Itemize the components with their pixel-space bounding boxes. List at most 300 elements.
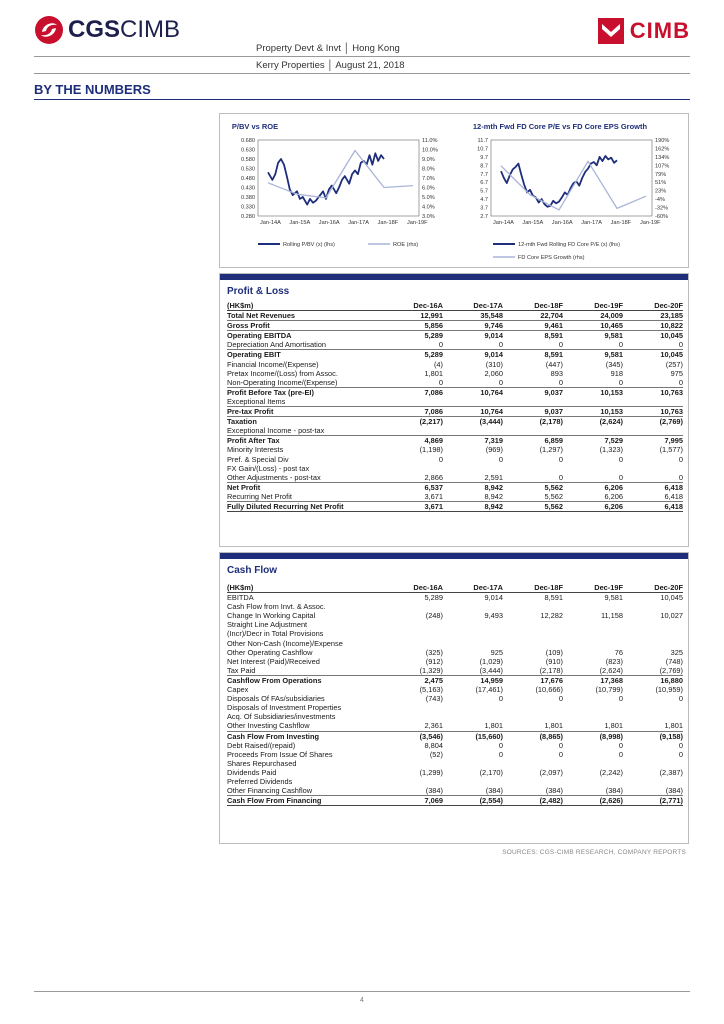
row-value: [443, 777, 503, 786]
table-row: [227, 694, 683, 703]
row-value: 10,822: [623, 321, 683, 331]
header-company-date: Kerry Properties │ August 21, 2018: [256, 60, 405, 71]
table-row: [227, 777, 683, 786]
row-value: 9,037: [503, 387, 563, 397]
row-value: 8,591: [503, 350, 563, 360]
row-label: (Incr)/Decr in Total Provisions: [227, 629, 324, 639]
row-value: 10,045: [660, 593, 683, 603]
row-label: Dividends Paid: [227, 767, 277, 777]
row-value: 22,704: [503, 311, 563, 321]
row-value: (8,865): [503, 731, 563, 741]
row-value: [563, 602, 623, 611]
row-value: 6,859: [503, 436, 563, 446]
y-right-tick-label: 3.0%: [422, 214, 435, 220]
x-tick-label: Jan-15A: [522, 220, 544, 226]
table-row: [227, 350, 683, 360]
row-value: (384): [485, 786, 503, 796]
row-value: [383, 397, 443, 407]
table-row: [227, 741, 683, 750]
row-label: Preferred Dividends: [227, 776, 293, 786]
row-value: 9,037: [503, 407, 563, 417]
table-row: [227, 666, 683, 676]
cgs-cimb-swirl-icon: [34, 15, 64, 45]
row-value: (2,178): [503, 417, 563, 427]
y-left-tick-label: 0.330: [241, 204, 255, 211]
row-value: 8,942: [443, 482, 503, 492]
y-right-tick-label: 23%: [655, 188, 667, 195]
row-value: [623, 602, 683, 611]
row-value: 16,880: [623, 675, 683, 685]
y-left-tick-label: 11.7: [477, 138, 488, 144]
row-value: (10,799): [595, 685, 623, 695]
row-value: 6,206: [604, 491, 623, 501]
row-value: (1,029): [479, 656, 503, 666]
x-tick-label: Jan-19F: [640, 220, 661, 226]
row-value: (823): [605, 656, 623, 666]
column-header: Dec-20F: [623, 301, 683, 311]
table-row: [227, 703, 683, 712]
row-value: (2,769): [659, 665, 683, 675]
row-value: 0: [498, 749, 503, 759]
row-value: 8,804: [424, 740, 443, 750]
row-value: 10,027: [660, 611, 683, 621]
table-row: [227, 482, 683, 492]
row-value: [503, 620, 563, 629]
row-value: 10,763: [623, 387, 683, 397]
table-row: [227, 397, 683, 407]
row-value: [563, 639, 623, 648]
cgs-cimb-wordmark: CGSCIMB: [68, 16, 181, 43]
row-value: 6,418: [623, 501, 683, 511]
column-header: Dec-19F: [563, 301, 623, 311]
row-label: Other Operating Cashflow: [227, 647, 313, 657]
row-value: 7,319: [443, 436, 503, 446]
row-label: Non-Operating Income/(Expense): [227, 377, 338, 387]
row-value: [383, 759, 443, 768]
row-value: 5,562: [503, 501, 563, 511]
y-left-tick-label: 8.7: [480, 163, 488, 170]
row-label: Taxation: [227, 417, 383, 427]
column-header: Dec-16A: [383, 301, 443, 311]
row-value: 1,801: [424, 368, 443, 378]
row-value: [563, 620, 623, 629]
section-title: BY THE NUMBERS: [34, 82, 151, 97]
x-tick-label: Jan-16A: [318, 220, 340, 226]
row-value: 2,060: [484, 368, 503, 378]
row-value: 0: [498, 454, 503, 464]
y-right-tick-label: 51%: [655, 180, 667, 187]
table-row: [227, 369, 683, 378]
row-value: 14,959: [443, 675, 503, 685]
row-value: 0: [558, 749, 563, 759]
row-value: [563, 426, 623, 436]
row-value: (2,626): [563, 796, 623, 806]
x-tick-label: Jan-17A: [348, 220, 370, 226]
table-row: [227, 685, 683, 694]
row-label: Profit After Tax: [227, 436, 383, 446]
row-value: [383, 464, 443, 473]
row-value: 10,045: [623, 331, 683, 341]
row-value: (4): [433, 359, 443, 369]
sources-note: SOURCES: CGS-CIMB RESEARCH, COMPANY REPORTS: [502, 849, 686, 856]
row-value: 9,581: [604, 593, 623, 603]
cimb-wordmark: CIMB: [629, 18, 690, 43]
row-value: (8,998): [563, 731, 623, 741]
legend-label: Rolling P/BV (x) (lhs): [283, 242, 335, 248]
row-value: 9,014: [484, 593, 503, 603]
row-value: (1,323): [599, 445, 623, 455]
row-label: Gross Profit: [227, 321, 383, 331]
row-value: [623, 464, 683, 473]
row-value: 0: [498, 340, 503, 350]
row-value: 0: [618, 454, 623, 464]
y-left-tick-label: 10.7: [477, 146, 488, 153]
row-value: 10,465: [563, 321, 623, 331]
y-left-tick-label: 0.380: [241, 195, 255, 201]
row-value: 0: [558, 740, 563, 750]
row-value: 10,045: [623, 350, 683, 360]
y-right-tick-label: 5.0%: [422, 195, 435, 201]
row-value: [623, 712, 683, 721]
table-row: [227, 731, 683, 741]
table-row: [227, 417, 683, 427]
row-value: 10,153: [563, 387, 623, 397]
row-value: 1,801: [604, 721, 623, 731]
series-line-secondary: [268, 151, 413, 198]
row-value: [623, 620, 683, 629]
row-value: 6,206: [563, 482, 623, 492]
row-value: (743): [425, 694, 443, 704]
row-value: 0: [558, 454, 563, 464]
row-value: 17,368: [563, 675, 623, 685]
row-value: 10,153: [563, 407, 623, 417]
row-value: [623, 629, 683, 638]
y-right-tick-label: 6.0%: [422, 185, 435, 192]
row-value: 0: [498, 740, 503, 750]
row-label: Debt Raised/(repaid): [227, 740, 296, 750]
row-value: 3,671: [383, 501, 443, 511]
row-value: (1,198): [419, 445, 443, 455]
y-left-tick-label: 0.580: [241, 157, 255, 163]
table-row: [227, 620, 683, 629]
row-value: [623, 426, 683, 436]
row-label: Other Investing Cashflow: [227, 721, 310, 731]
row-value: [443, 426, 503, 436]
row-value: (2,771): [623, 796, 683, 806]
row-value: [623, 703, 683, 712]
row-value: [623, 777, 683, 786]
y-right-tick-label: 107%: [655, 163, 670, 170]
x-tick-label: Jan-16A: [551, 220, 573, 226]
row-value: 0: [498, 377, 503, 387]
row-label: Cash Flow from Invt. & Assoc.: [227, 602, 326, 612]
table-row: [227, 611, 683, 620]
row-value: 5,562: [503, 482, 563, 492]
row-value: 1,801: [664, 721, 683, 731]
row-value: (2,482): [503, 796, 563, 806]
header-sector: Property Devt & Invt │ Hong Kong: [256, 43, 400, 54]
cash-flow-title: Cash Flow: [227, 565, 278, 576]
row-value: [563, 712, 623, 721]
row-label: Acq. Of Subsidiaries/investments: [227, 712, 336, 722]
table-row: [227, 436, 683, 446]
y-left-tick-label: 6.7: [480, 180, 488, 187]
table-row: [227, 629, 683, 638]
row-label: Cash Flow From Financing: [227, 796, 383, 806]
y-right-tick-label: 7.0%: [422, 176, 435, 182]
row-value: [563, 703, 623, 712]
row-value: [563, 629, 623, 638]
row-value: 0: [618, 694, 623, 704]
plot-frame: [491, 140, 652, 216]
row-label: Total Net Revenues: [227, 311, 383, 321]
row-value: (2,242): [599, 767, 623, 777]
row-label: Operating EBIT: [227, 350, 383, 360]
row-label: Depreciation And Amortisation: [227, 340, 327, 350]
row-label: Tax Paid: [227, 665, 256, 675]
charts-canvas: [220, 114, 690, 269]
row-value: (248): [425, 611, 443, 621]
row-value: [383, 602, 443, 611]
row-value: 0: [618, 340, 623, 350]
y-right-tick-label: -60%: [655, 214, 669, 220]
row-value: [443, 629, 503, 638]
row-value: [503, 464, 563, 473]
table-row: [227, 321, 683, 331]
table-row: [227, 501, 683, 511]
table-row: [227, 639, 683, 648]
table-row: [227, 675, 683, 685]
row-value: [503, 759, 563, 768]
y-right-tick-label: 11.0%: [422, 138, 438, 144]
row-value: (17,461): [475, 685, 503, 695]
row-value: 1,801: [544, 721, 563, 731]
row-value: 7,995: [623, 436, 683, 446]
x-tick-label: Jan-17A: [581, 220, 603, 226]
row-value: [383, 426, 443, 436]
row-value: [443, 712, 503, 721]
row-label: Profit Before Tax (pre-EI): [227, 387, 383, 397]
row-value: [563, 464, 623, 473]
row-value: [503, 426, 563, 436]
row-value: 9,746: [443, 321, 503, 331]
row-label: Capex: [227, 685, 249, 695]
y-right-tick-label: 134%: [655, 154, 670, 161]
row-value: (2,387): [659, 767, 683, 777]
row-value: [443, 397, 503, 407]
row-value: 6,537: [383, 482, 443, 492]
row-label: EBITDA: [227, 593, 254, 603]
x-tick-label: Jan-18F: [377, 220, 399, 226]
row-value: 10,764: [443, 387, 503, 397]
row-value: 2,361: [424, 721, 443, 731]
row-label: Recurring Net Profit: [227, 491, 292, 501]
row-label: Exceptional Items: [227, 396, 286, 406]
row-value: 7,086: [383, 407, 443, 417]
column-header: Dec-19F: [563, 583, 623, 593]
cimb-chevron-icon: [598, 18, 624, 44]
row-value: (2,624): [563, 417, 623, 427]
row-value: (912): [425, 656, 443, 666]
x-tick-label: Jan-14A: [260, 220, 281, 226]
row-value: (1,577): [659, 445, 683, 455]
row-value: (2,170): [479, 767, 503, 777]
row-value: (345): [605, 359, 623, 369]
row-value: 5,856: [383, 321, 443, 331]
legend-label: ROE (rhs): [393, 242, 419, 248]
row-value: 9,014: [443, 331, 503, 341]
row-value: [443, 620, 503, 629]
row-value: 3,671: [424, 491, 443, 501]
y-left-tick-label: 4.7: [480, 197, 488, 204]
row-value: 0: [558, 472, 563, 482]
table-row: [227, 331, 683, 341]
row-value: 325: [670, 647, 683, 657]
row-value: (910): [545, 656, 563, 666]
row-value: [443, 639, 503, 648]
cimb-logo: [598, 18, 690, 44]
table-row: [227, 455, 683, 464]
y-right-tick-label: 9.0%: [422, 157, 435, 163]
table-row: [227, 593, 683, 603]
row-value: (2,097): [539, 767, 563, 777]
table-row: [227, 712, 683, 721]
column-header: Dec-16A: [383, 583, 443, 593]
table-row: [227, 464, 683, 473]
header-divider: [34, 56, 690, 57]
column-header: Dec-20F: [623, 583, 683, 593]
table-row: [227, 750, 683, 759]
charts-box: [219, 113, 689, 268]
row-value: [443, 703, 503, 712]
y-right-tick-label: 8.0%: [422, 166, 435, 173]
row-label: FX Gain/(Loss) - post tax: [227, 463, 310, 473]
x-tick-label: Jan-14A: [493, 220, 514, 226]
table-row: [227, 445, 683, 454]
row-value: [443, 759, 503, 768]
row-value: 893: [550, 368, 563, 378]
row-value: 24,009: [563, 311, 623, 321]
table-row: [227, 473, 683, 483]
row-value: 6,418: [664, 491, 683, 501]
cash-flow-panel: [219, 552, 689, 844]
table-row: [227, 311, 683, 321]
row-value: 23,185: [623, 311, 683, 321]
row-value: 5,289: [383, 350, 443, 360]
row-value: [563, 397, 623, 407]
table-row: [227, 786, 683, 796]
row-value: (2,217): [383, 417, 443, 427]
row-value: 2,475: [383, 675, 443, 685]
row-value: (1,299): [419, 767, 443, 777]
row-value: 8,591: [503, 331, 563, 341]
row-value: [623, 397, 683, 407]
row-value: 0: [618, 740, 623, 750]
footer-divider: [34, 991, 690, 992]
row-value: [443, 602, 503, 611]
row-value: (1,297): [539, 445, 563, 455]
row-value: 8,942: [484, 491, 503, 501]
row-value: 0: [678, 694, 683, 704]
row-label: Straight Line Adjustment: [227, 620, 308, 630]
row-value: 0: [678, 472, 683, 482]
row-value: (969): [485, 445, 503, 455]
y-left-tick-label: 9.7: [480, 154, 488, 161]
table-row: [227, 657, 683, 666]
table-label-header: (HK$m): [227, 583, 383, 593]
row-label: Exceptional Income - post-tax: [227, 426, 325, 436]
row-value: [503, 777, 563, 786]
table-row: [227, 721, 683, 731]
row-label: Net Profit: [227, 482, 383, 492]
profit-loss-panel: [219, 273, 689, 547]
profit-loss-table: [227, 301, 683, 512]
row-value: (2,178): [539, 665, 563, 675]
legend-label: FD Core EPS Growth (rhs): [518, 255, 585, 261]
row-value: [503, 397, 563, 407]
row-value: 9,581: [563, 331, 623, 341]
row-value: 0: [618, 472, 623, 482]
y-left-tick-label: 0.680: [241, 138, 255, 144]
row-value: (325): [425, 647, 443, 657]
row-value: 5,289: [424, 593, 443, 603]
row-value: 12,282: [540, 611, 563, 621]
table-row: [227, 360, 683, 369]
row-value: 9,461: [503, 321, 563, 331]
row-value: 0: [678, 740, 683, 750]
row-value: [383, 629, 443, 638]
row-value: (3,546): [383, 731, 443, 741]
table-row: [227, 759, 683, 768]
row-label: Proceeds From Issue Of Shares: [227, 749, 333, 759]
table-row: [227, 648, 683, 657]
row-label: Pretax Income/(Loss) from Assoc.: [227, 368, 338, 378]
row-label: Other Financing Cashflow: [227, 786, 313, 796]
row-value: (3,444): [479, 665, 503, 675]
x-tick-label: Jan-19F: [407, 220, 428, 226]
row-value: (9,158): [623, 731, 683, 741]
row-value: (15,660): [443, 731, 503, 741]
row-value: (10,666): [535, 685, 563, 695]
row-value: (10,959): [655, 685, 683, 695]
table-row: [227, 387, 683, 397]
y-left-tick-label: 0.280: [241, 214, 255, 220]
y-right-tick-label: 10.0%: [422, 147, 438, 154]
y-right-tick-label: -32%: [655, 205, 669, 212]
row-value: [563, 777, 623, 786]
row-label: Other Adjustments - post-tax: [227, 472, 321, 482]
y-right-tick-label: 190%: [655, 138, 670, 144]
x-tick-label: Jan-15A: [289, 220, 311, 226]
y-left-tick-label: 0.530: [241, 166, 255, 173]
column-header: Dec-18F: [503, 301, 563, 311]
row-value: (1,329): [419, 665, 443, 675]
row-value: 9,493: [484, 611, 503, 621]
row-value: [623, 639, 683, 648]
cash-flow-table: [227, 583, 683, 806]
row-label: Fully Diluted Recurring Net Profit: [227, 501, 383, 511]
row-value: 0: [678, 749, 683, 759]
row-value: (257): [665, 359, 683, 369]
page-number: 4: [360, 997, 364, 1004]
table-label-header: (HK$m): [227, 301, 383, 311]
row-value: 918: [610, 368, 623, 378]
table-row: [227, 340, 683, 350]
row-value: 0: [618, 749, 623, 759]
y-left-tick-label: 0.630: [241, 147, 255, 154]
row-value: 0: [678, 340, 683, 350]
column-header: Dec-18F: [503, 583, 563, 593]
